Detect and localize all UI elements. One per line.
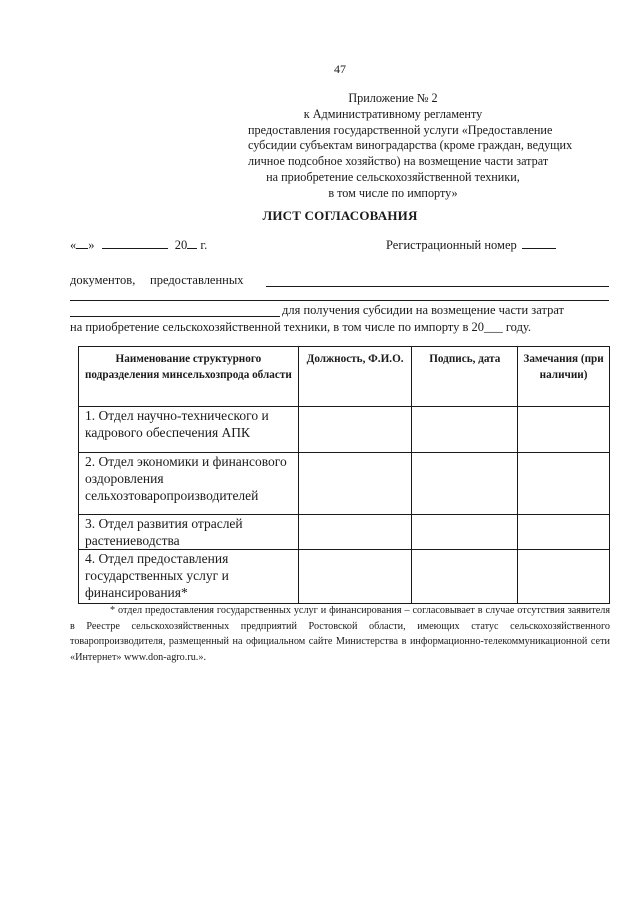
footnote-mark: * xyxy=(110,605,116,616)
close-quote: » xyxy=(88,238,95,252)
year-prefix: 20 xyxy=(174,238,188,252)
department-cell: 3. Отдел развития отраслей растениеводства xyxy=(79,515,299,550)
table-row xyxy=(79,515,610,550)
department-cell: 2. Отдел экономики и финансового оздоровления сельхозтоваропроизводителей xyxy=(79,453,299,515)
registration-label: Регистрационный номер xyxy=(386,238,517,252)
appendix-line: личное подсобное хозяйство) на возмещение части затрат xyxy=(248,154,549,169)
import-line: на приобретение сельскохозяйственной техники, в том числе по импорту в 20___ году. xyxy=(70,320,532,334)
appendix-line: Приложение № 2 xyxy=(348,91,438,105)
documents-underline xyxy=(266,286,609,287)
page-number: 47 xyxy=(334,62,346,76)
signature-cell[interactable] xyxy=(412,453,518,515)
signature-cell[interactable] xyxy=(412,515,518,550)
department-cell: 1. Отдел научно-технического и кадрового обеспечения АПК xyxy=(79,407,299,453)
footnote-lead: отдел предоставления государственных услуг и финансирования – согласовывает в случае отсутствия xyxy=(118,605,565,616)
documents-word: документов, xyxy=(70,273,136,287)
table-row xyxy=(79,550,610,604)
remarks-cell[interactable] xyxy=(518,407,610,453)
registration-number xyxy=(386,238,556,253)
position-cell[interactable] xyxy=(298,550,412,604)
remarks-cell[interactable] xyxy=(518,453,610,515)
table-row xyxy=(79,453,610,515)
remarks-cell[interactable] xyxy=(518,550,610,604)
open-quote: « xyxy=(70,238,77,252)
remarks-cell[interactable] xyxy=(518,515,610,550)
position-cell[interactable] xyxy=(298,453,412,515)
provided-word: предоставленных xyxy=(150,273,244,287)
header-remarks: Замечания (при наличии) xyxy=(518,347,610,407)
position-cell[interactable] xyxy=(298,515,412,550)
signature-cell[interactable] xyxy=(412,550,518,604)
footnote xyxy=(70,603,610,665)
document-title: ЛИСТ СОГЛАСОВАНИЯ xyxy=(262,208,418,223)
header-signature: Подпись, дата xyxy=(412,347,518,407)
appendix-line: в том числе по импорту» xyxy=(328,185,458,200)
header-department: Наименование структурного подразделения минсельхозпрода области xyxy=(79,347,299,407)
position-cell[interactable] xyxy=(298,407,412,453)
department-cell: 4. Отдел предоставления государственных услуг и финансирования* xyxy=(79,550,299,604)
blank-underline xyxy=(70,300,609,301)
year-suffix: г. xyxy=(200,238,208,252)
signature-cell[interactable] xyxy=(412,407,518,453)
approval-table xyxy=(78,346,610,604)
appendix-header xyxy=(248,91,573,202)
appendix-line: на приобретение сельскохозяйственной техники, xyxy=(266,169,520,184)
appendix-line: субсидии субъектам виноградарства (кроме граждан, ведущих xyxy=(248,138,573,153)
header-position: Должность, Ф.И.О. xyxy=(298,347,412,407)
table-header-row xyxy=(79,347,610,407)
table-row xyxy=(79,407,610,453)
appendix-line: к Административному регламенту xyxy=(303,106,483,121)
appendix-line: предоставления государственной услуги «Предоставление xyxy=(248,122,553,137)
footnote-rest: заявителя в Реестре сельскохозяйственных предприятий Ростовской области, имеющих статус сельскохозяйственного товаропроизводителя, размещенный на официальном сайте Министерства в информационно-телекоммуникационной сети «Интернет» www.don-agro.ru.». xyxy=(70,605,611,663)
date-line xyxy=(70,238,207,253)
purpose-underline xyxy=(70,316,280,317)
purpose-text: для получения субсидии на возмещение части затрат xyxy=(282,303,565,317)
